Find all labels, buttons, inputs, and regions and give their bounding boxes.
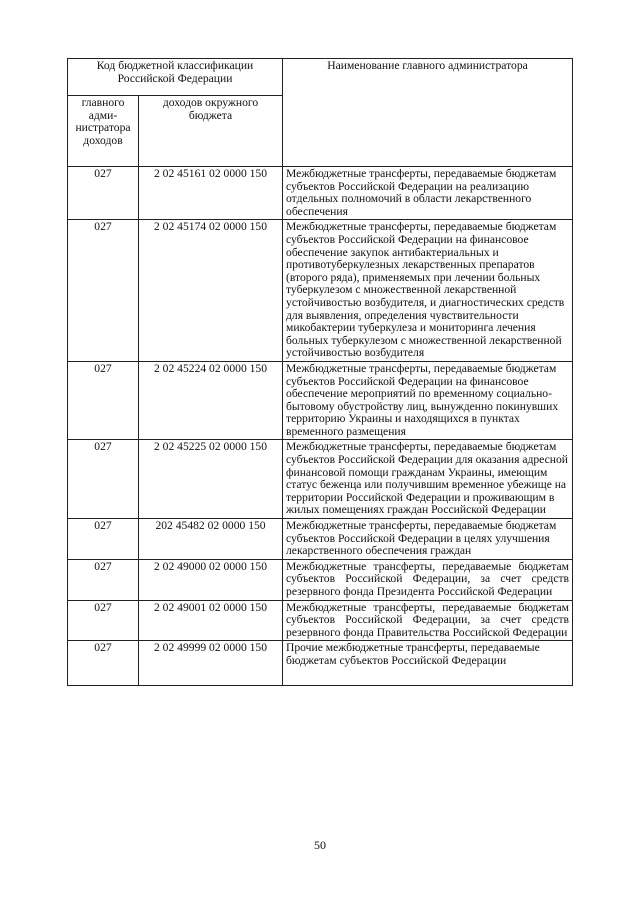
revenue-code-cell: 2 02 45225 02 0000 150 xyxy=(139,440,283,519)
admin-name-cell: Межбюджетные трансферты, передаваемые бюджетам субъектов Российской Федерации на финансовое обеспечение мероприятий по временному социально-бытовому обустройству лиц, вынужденно покинувших территорию Украины и находящихся в пунктах временного размещения xyxy=(283,361,573,440)
admin-name-cell: Межбюджетные трансферты, передаваемые бюджетам субъектов Российской Федерации в целях улучшения лекарственного обеспечения граждан xyxy=(283,519,573,560)
budget-code-header: Код бюджетной классификации Российской Федерации xyxy=(68,59,283,96)
revenue-code-cell: 202 45482 02 0000 150 xyxy=(139,519,283,560)
admin-code-cell: 027 xyxy=(68,600,139,641)
admin-code-header: главного адми-нистратора доходов xyxy=(68,96,139,167)
header-row-top xyxy=(68,59,573,96)
table-row xyxy=(68,440,573,519)
admin-name-header: Наименование главного администратора xyxy=(283,59,573,167)
revenue-code-cell: 2 02 45174 02 0000 150 xyxy=(139,220,283,362)
admin-name-cell: Межбюджетные трансферты, передаваемые бюджетам субъектов Российской Федерации на реализацию отдельных полномочий в области лекарственного обеспечения xyxy=(283,167,573,220)
revenue-code-cell: 2 02 49999 02 0000 150 xyxy=(139,641,283,686)
admin-name-cell: Межбюджетные трансферты, передаваемые бюджетам субъектов Российской Федерации, за счет средств резервного фонда Правительства Российской Федерации xyxy=(283,600,573,641)
table-row xyxy=(68,361,573,440)
admin-name-cell: Межбюджетные трансферты, передаваемые бюджетам субъектов Российской Федерации на финансовое обеспечение закупок антибактериальных и противотуберкулезных лекарственных препаратов (второго ряда), применяемых при лечении больных туберкулезом с множественной лекарственной устойчивостью возбудителя, и диагностических средств для выявления, определения чувствительности микобактерии туберкулеза и мониторинга лечения больных туберкулезом с множественной лекарственной устойчивостью возбудителя xyxy=(283,220,573,362)
table-row xyxy=(68,641,573,686)
admin-name-cell: Межбюджетные трансферты, передаваемые бюджетам субъектов Российской Федерации, за счет средств резервного фонда Президента Российской Федерации xyxy=(283,559,573,600)
admin-code-cell: 027 xyxy=(68,220,139,362)
table-row xyxy=(68,559,573,600)
table-row xyxy=(68,167,573,220)
revenue-code-cell: 2 02 45224 02 0000 150 xyxy=(139,361,283,440)
table-row xyxy=(68,519,573,560)
table-row xyxy=(68,220,573,362)
admin-code-cell: 027 xyxy=(68,559,139,600)
page-number: 50 xyxy=(314,838,326,852)
table-row xyxy=(68,600,573,641)
admin-code-cell: 027 xyxy=(68,440,139,519)
revenue-code-cell: 2 02 49000 02 0000 150 xyxy=(139,559,283,600)
admin-name-cell: Прочие межбюджетные трансферты, передаваемые бюджетам субъектов Российской Федерации xyxy=(283,641,573,686)
admin-code-cell: 027 xyxy=(68,167,139,220)
revenue-code-header: доходов окружного бюджета xyxy=(139,96,283,167)
revenue-code-cell: 2 02 45161 02 0000 150 xyxy=(139,167,283,220)
admin-code-cell: 027 xyxy=(68,519,139,560)
admin-code-cell: 027 xyxy=(68,641,139,686)
revenue-admin-table xyxy=(67,58,573,686)
admin-code-cell: 027 xyxy=(68,361,139,440)
admin-name-cell: Межбюджетные трансферты, передаваемые бюджетам субъектов Российской Федерации для оказания адресной финансовой помощи гражданам Украины, имеющим статус беженца или получившим временное убежище на территории Российской Федерации и проживающим в жилых помещениях граждан Российской Федерации xyxy=(283,440,573,519)
revenue-code-cell: 2 02 49001 02 0000 150 xyxy=(139,600,283,641)
